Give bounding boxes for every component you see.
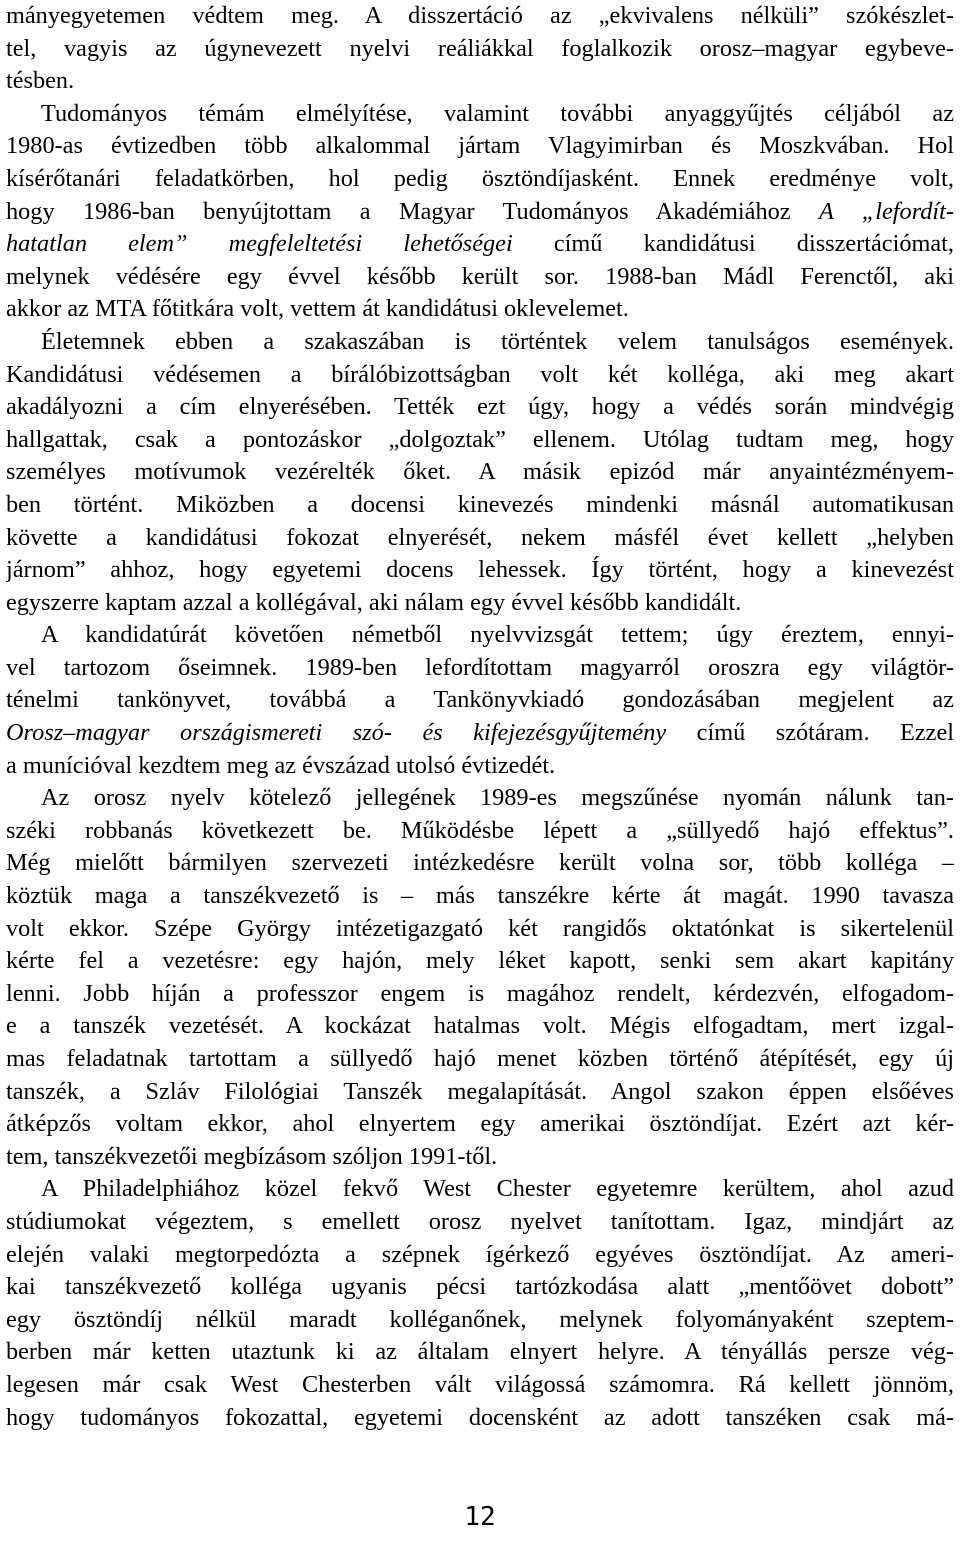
page-number: 12 (464, 1502, 496, 1532)
text-line (6, 1271, 954, 1304)
text-line (6, 684, 954, 717)
text-segment: átképzős voltam ekkor, ahol elnyertem egy amerikai ösztöndíjat. Ezért azt kér- (6, 1110, 954, 1138)
text-line (6, 750, 954, 783)
text-line (6, 65, 954, 98)
text-segment: elején valaki megtorpedózta a szépnek ígérkező egyéves ösztöndíjat. Az ameri- (6, 1240, 954, 1268)
text-segment: tanszék, a Szláv Filológiai Tanszék megalapítását. Angol szakon éppen elsőéves (6, 1077, 954, 1105)
text-segment: járnom” ahhoz, hogy egyetemi docens lehessek. Így történt, hogy a kinevezést (6, 556, 954, 584)
text-segment: ben történt. Miközben a docensi kinevezés mindenki másnál automatikusan (6, 490, 954, 518)
text-segment: személyes motívumok vezérelték őket. A másik epizód már anyaintézményem- (6, 458, 954, 486)
text-line (6, 228, 954, 261)
text-line (6, 587, 954, 620)
text-line (6, 1010, 954, 1043)
text-line (6, 98, 954, 131)
text-segment: széki robbanás következett be. Működésbe lépett a „süllyedő hajó effektus”. (6, 816, 954, 844)
text-segment: hogy 1986-ban benyújtottam a Magyar Tudományos Akadémiához (6, 197, 819, 225)
text-segment: Még mielőtt bármilyen szervezeti intézkedésre került volna sor, több kolléga – (6, 849, 954, 877)
text-segment: című szótáram. Ezzel (666, 719, 954, 747)
text-line (6, 1336, 954, 1369)
text-segment: 1980-as évtizedben több alkalommal jártam Vlagyimirban és Moszkvában. Hol (6, 132, 954, 160)
text-segment: berben már ketten utaztunk ki az általam elnyert helyre. A tényállás persze vég- (6, 1338, 954, 1366)
text-line (6, 815, 954, 848)
italic-text: hatatlan elem” megfeleltetési lehetőségei (6, 230, 513, 258)
text-segment: című kandidátusi disszertációmat, (512, 230, 954, 258)
text-segment: Életemnek ebben a szakaszában is történtek velem tanulságos események. (41, 327, 954, 355)
text-segment: követte a kandidátusi fokozat elnyerését, nekem másfél évet kellett „helyben (6, 523, 954, 551)
text-line (6, 359, 954, 392)
text-line (6, 978, 954, 1011)
text-line (6, 880, 954, 913)
text-segment: kérte fel a vezetésre: egy hajón, mely léket kapott, senki sem akart kapitány (6, 947, 954, 975)
text-segment: lenni. Jobb híján a professzor engem is magához rendelt, kérdezvén, elfogadom- (6, 979, 954, 1007)
text-line (6, 326, 954, 359)
text-line (6, 163, 954, 196)
text-line (6, 1239, 954, 1272)
text-segment: mas feladatnak tartottam a süllyedő hajó menet közben történő átépítését, egy új (6, 1045, 954, 1072)
text-segment: stúdiumokat végeztem, s emellett orosz nyelvet tanítottam. Igaz, mindjárt az (6, 1207, 954, 1235)
text-line (6, 522, 954, 555)
italic-text: Orosz–magyar országismereti szó- és kifejezésgyűjtemény (6, 719, 667, 747)
text-line (6, 293, 954, 326)
text-line (6, 424, 954, 457)
text-segment: tésben. (6, 67, 75, 95)
text-line (6, 1402, 954, 1435)
text-line (6, 489, 954, 522)
text-segment: legesen már csak West Chesterben vált világossá számomra. Rá kellett jönnöm, (6, 1370, 954, 1398)
text-line (6, 1206, 954, 1239)
text-line (6, 1043, 954, 1076)
text-segment: Az orosz nyelv kötelező jellegének 1989-es megszűnése nyomán nálunk tan- (41, 784, 954, 812)
text-segment: kai tanszékvezető kolléga ugyanis pécsi tartózkodása alatt „mentőövet dobott” (6, 1273, 954, 1301)
body-text (6, 0, 954, 1434)
text-line (6, 33, 954, 66)
text-line (6, 1141, 954, 1174)
text-segment: A Philadelphiához közel fekvő West Chester egyetemre kerültem, ahol azud (41, 1175, 954, 1203)
text-line (6, 945, 954, 978)
text-segment: volt ekkor. Szépe György intézetigazgató két rangidős oktatónkat is sikertelenül (6, 914, 954, 942)
text-segment: tem, tanszékvezetői megbízásom szóljon 1991-től. (6, 1142, 498, 1170)
text-segment: mányegyetemen védtem meg. A disszertáció az „ekvivalens nélküli” szókészlet- (6, 2, 954, 29)
text-segment: akadályozni a cím elnyerésében. Tették ezt úgy, hogy a védés során mindvégig (6, 393, 954, 421)
text-line (6, 261, 954, 294)
text-segment: A kandidatúrát követően németből nyelvvizsgát tettem; úgy éreztem, ennyi- (41, 621, 954, 649)
text-line (6, 1108, 954, 1141)
text-segment: hogy tudományos fokozattal, egyetemi docensként az adott tanszéken csak má- (6, 1403, 954, 1431)
text-line (6, 717, 954, 750)
text-segment: hallgattak, csak a pontozáskor „dolgoztak” ellenem. Utólag tudtam meg, hogy (6, 425, 954, 453)
text-segment: a munícióval kezdtem meg az évszázad utolsó évtizedét. (6, 751, 556, 779)
text-line (6, 913, 954, 946)
text-line (6, 847, 954, 880)
text-segment: ténelmi tankönyvet, továbbá a Tankönyvkiadó gondozásában megjelent az (6, 686, 954, 714)
text-segment: melynek védésére egy évvel később került sor. 1988-ban Mádl Ferenctől, aki (6, 262, 954, 290)
text-line (6, 1076, 954, 1109)
text-line (6, 130, 954, 163)
text-segment: kísérőtanári feladatkörben, hol pedig ösztöndíjasként. Ennek eredménye volt, (6, 164, 954, 192)
text-segment: egyszerre kaptam azzal a kollégával, aki nálam egy évvel később kandidált. (6, 588, 742, 616)
text-line (6, 619, 954, 652)
text-segment: egy ösztöndíj nélkül maradt kolléganőnek, melynek folyományaként szeptem- (6, 1305, 954, 1333)
text-segment: Tudományos témám elmélyítése, valamint további anyaggyűjtés céljából az (41, 99, 954, 127)
text-segment: köztük maga a tanszékvezető is – más tanszékre kérte át magát. 1990 tavasza (6, 882, 954, 910)
text-line (6, 1304, 954, 1337)
text-segment: akkor az MTA főtitkára volt, vettem át kandidátusi oklevelemet. (6, 295, 629, 323)
text-segment: e a tanszék vezetését. A kockázat hatalmas volt. Mégis elfogadtam, mert izgal- (6, 1012, 954, 1040)
text-line (6, 782, 954, 815)
text-line (6, 1173, 954, 1206)
text-line (6, 1369, 954, 1402)
text-line (6, 391, 954, 424)
text-line (6, 456, 954, 489)
text-segment: Kandidátusi védésemen a bírálóbizottságban volt két kolléga, aki meg akart (6, 360, 954, 388)
text-line (6, 652, 954, 685)
text-segment: tel, vagyis az úgynevezett nyelvi reáliákkal foglalkozik orosz–magyar egybeve- (6, 34, 954, 62)
text-line (6, 554, 954, 587)
text-line (6, 196, 954, 229)
text-line (6, 0, 954, 33)
text-segment: vel tartozom őseimnek. 1989-ben lefordítottam magyarról oroszra egy világtör- (6, 653, 954, 681)
italic-text: A „lefordít- (818, 197, 954, 225)
